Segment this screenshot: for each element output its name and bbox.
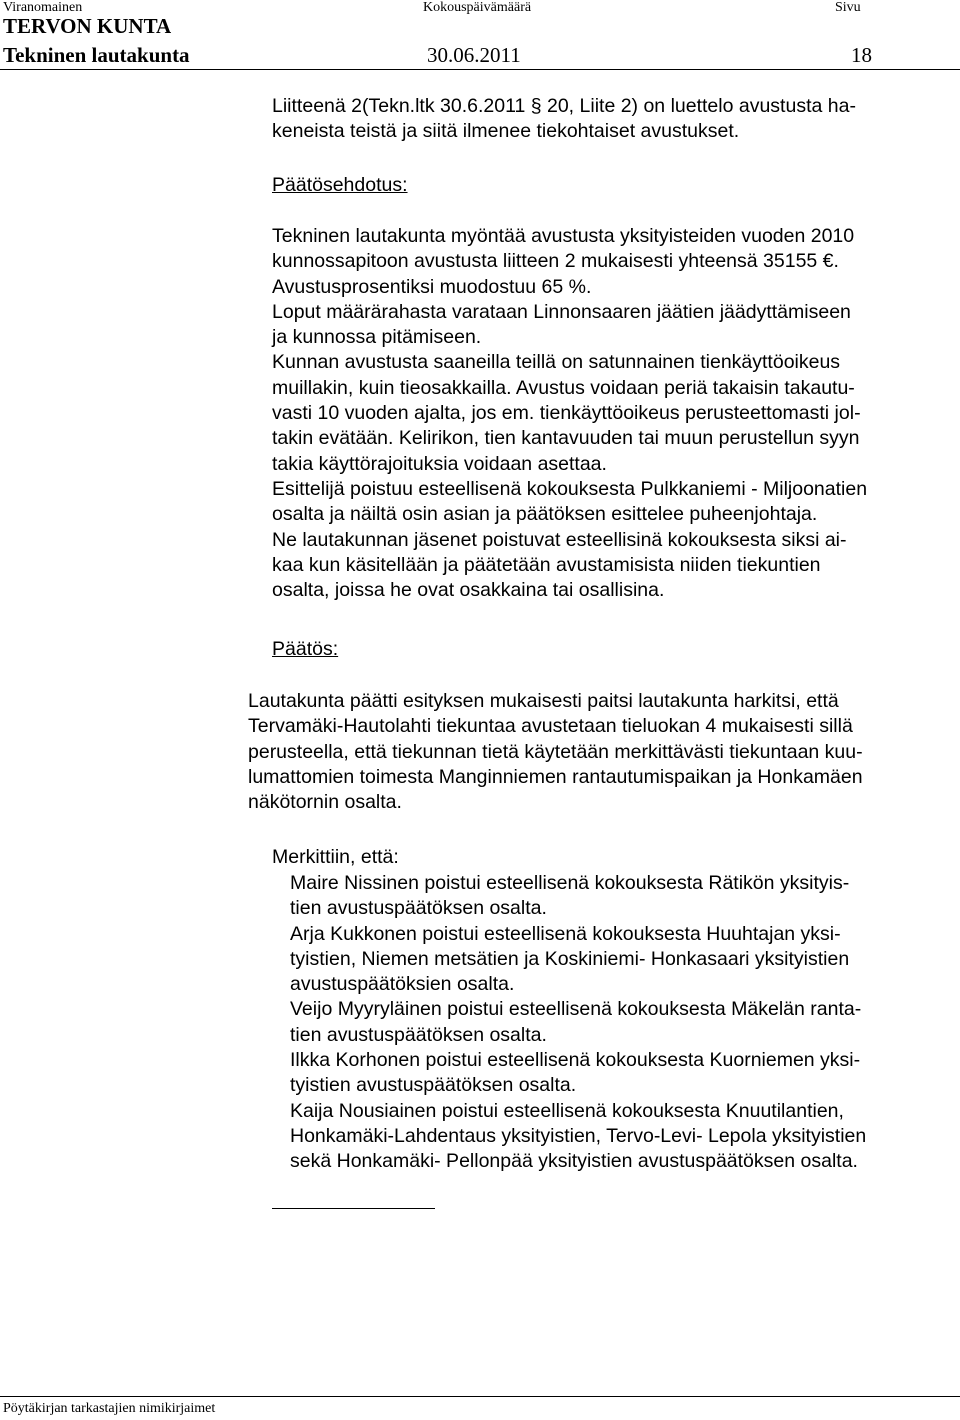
text-line: keneista teistä ja siitä ilmenee tiekohtaiset avustukset. <box>272 120 740 143</box>
signature-line <box>272 1208 435 1209</box>
text-line: takia käyttörajoituksia voidaan asettaa. <box>272 452 607 475</box>
header-label-authority: Viranomainen <box>3 0 83 15</box>
header-label-meeting-date: Kokouspäivämäärä <box>423 0 532 15</box>
text-line: Lautakunta päätti esityksen mukaisesti paitsi lautakunta harkitsi, että <box>248 690 839 712</box>
text-line: Avustusprosentiksi muodostuu 65 %. <box>272 275 592 298</box>
text-line: perusteella, että tiekunnan tietä käytetään merkittävästi tiekuntaan kuu- <box>248 740 863 763</box>
text-line: Maire Nissinen poistui esteellisenä kokouksesta Rätikön yksityis- <box>290 872 850 894</box>
text-line: avustuspäätöksien osalta. <box>290 973 515 996</box>
decision-heading: Päätös: <box>272 638 339 660</box>
noted-heading: Merkittiin, että: <box>272 846 399 868</box>
text-line: näkötornin osalta. <box>248 791 402 814</box>
text-line: Loput määrärahasta varataan Linnonsaaren jäätien jäädyttämiseen <box>272 300 851 323</box>
text-line: tien avustuspäätöksen osalta. <box>290 897 547 920</box>
meeting-date: 30.06.2011 <box>427 43 521 67</box>
proposal-paragraph <box>272 224 867 603</box>
text-line: takin evätään. Kelirikon, tien kantavuuden tai muun perustellun syyn <box>272 427 860 450</box>
text-line: tyistien avustuspäätöksen osalta. <box>290 1074 577 1097</box>
decision-paragraph <box>248 689 863 815</box>
text-line: tyistien, Niemen metsätien ja Koskiniemi- Honkasaari yksityistien <box>290 947 850 970</box>
text-line: Honkamäki-Lahdentaus yksityistien, Tervo-Levi- Lepola yksityistien <box>290 1124 867 1147</box>
text-line: muillakin, kuin tieosakkailla. Avustus voidaan periä takaisin takautu- <box>272 376 855 399</box>
organisation-name: TERVON KUNTA <box>3 14 172 38</box>
text-line: Ne lautakunnan jäsenet poistuvat esteellisinä kokouksesta siksi ai- <box>272 528 847 551</box>
text-line: osalta ja näiltä osin asian ja päätöksen esittelee puheenjohtaja. <box>272 503 818 526</box>
text-line: Liitteenä 2(Tekn.ltk 30.6.2011 § 20, Liite 2) on luettelo avustusta ha- <box>272 95 856 117</box>
text-line: kaa kun käsitellään ja päätetään avustamisista niiden tiekuntien <box>272 553 821 576</box>
footer-divider <box>0 1396 960 1397</box>
footer-signatures-label: Pöytäkirjan tarkastajien nimikirjaimet <box>3 1401 216 1416</box>
page-number: 18 <box>851 43 872 67</box>
text-line: vasti 10 vuoden ajalta, jos em. tienkäyttöoikeus perusteettomasti jol- <box>272 402 861 425</box>
header-label-page: Sivu <box>835 0 861 15</box>
noted-paragraph <box>290 871 866 1175</box>
header-divider <box>0 69 960 70</box>
text-line: kunnossapitoon avustusta liitteen 2 mukaisesti yhteensä 35155 €. <box>272 250 839 273</box>
text-line: ja kunnossa pitämiseen. <box>272 326 482 349</box>
text-line: Arja Kukkonen poistui esteellisenä kokouksesta Huuhtajan yksi- <box>290 922 841 945</box>
text-line: Tekninen lautakunta myöntää avustusta yksityisteiden vuoden 2010 <box>272 225 855 247</box>
text-line: Ilkka Korhonen poistui esteellisenä kokouksesta Kuorniemen yksi- <box>290 1049 861 1072</box>
text-line: tien avustuspäätöksen osalta. <box>290 1023 547 1046</box>
intro-paragraph <box>272 94 856 145</box>
text-line: Veijo Myyryläinen poistui esteellisenä kokouksesta Mäkelän rantа- <box>290 998 862 1021</box>
text-line: osalta, joissa he ovat osakkaina tai osallisina. <box>272 579 665 602</box>
text-line: lumattomien toimesta Manginniemen rantautumispaikan ja Honkamäen <box>248 765 863 788</box>
text-line: Kunnan avustusta saaneilla teillä on satunnainen tienkäyttöoikeus <box>272 351 841 374</box>
text-line: sekä Honkamäki- Pellonpää yksityistien avustuspäätöksen osalta. <box>290 1150 858 1173</box>
proposal-heading: Päätösehdotus: <box>272 174 408 196</box>
text-line: Kaija Nousiainen poistui esteellisenä kokouksesta Knuutilantien, <box>290 1099 844 1122</box>
text-line: Esittelijä poistuu esteellisenä kokouksesta Pulkkaniemi - Miljoonatien <box>272 477 868 500</box>
authority-name: Tekninen lautakunta <box>3 43 190 67</box>
text-line: Tervamäki-Hautolahti tiekuntaa avustetaan tieluokan 4 mukaisesti sillä <box>248 715 853 738</box>
